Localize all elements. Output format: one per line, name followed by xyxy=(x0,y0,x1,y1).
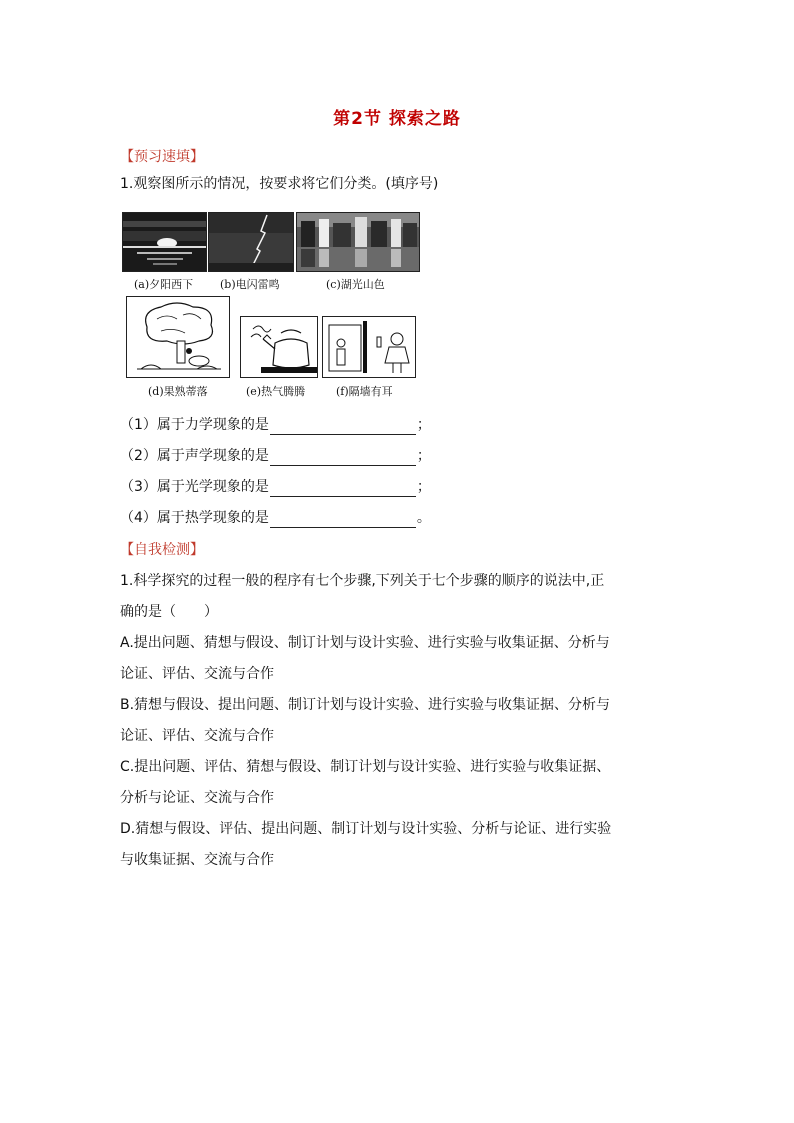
preview-question: 1.观察图所示的情况，按要求将它们分类。(填序号) xyxy=(120,176,439,192)
fill-item-thermal: （4）属于热学现象的是 。 xyxy=(120,510,431,526)
answer-blank[interactable] xyxy=(270,418,416,435)
sunset-photo xyxy=(122,212,207,272)
answer-blank[interactable] xyxy=(270,449,416,466)
section-header-preview: 【预习速填】 xyxy=(120,149,204,165)
option-a[interactable]: A.提出问题、猜想与假设、制订计划与设计实验、进行实验与收集证据、分析与 论证、评估、交流与合作 xyxy=(120,635,610,682)
lightning-photo xyxy=(208,212,294,272)
caption-d: (d)果熟蒂落 xyxy=(148,385,208,398)
lake-mountain-photo xyxy=(296,212,420,272)
selfcheck-question: 1.科学探究的过程一般的程序有七个步骤,下列关于七个步骤的顺序的说法中,正 确的是（ ） A.提出问题、猜想与假设、制订计划与设计实验、进行实验与收集证据、分析与 论证、评估、交流与合作 B.猜想与假设、提出问题、制订计划与设计实验、进行实验与收集证据、分析与 论证、评估、交流与合作 C.提出问题、评估、猜想与假设、制订计划与设计实验、进行实验与收集证据、 分析与论证、交流与合作 D.猜想与假设、评估、提出问题、制订计划与设计实验、分析与论证、进行实验 与收集证据、交流与合作 xyxy=(120,566,680,876)
caption-f: (f)隔墙有耳 xyxy=(336,385,393,398)
kettle-drawing xyxy=(240,316,318,378)
answer-blank[interactable] xyxy=(270,511,416,528)
section-header-selfcheck: 【自我检测】 xyxy=(120,542,204,558)
fill-item-mechanics: （1）属于力学现象的是 ； xyxy=(120,417,431,433)
fill-item-optics: （3）属于光学现象的是 ； xyxy=(120,479,431,495)
page-title: 第2节 探索之路 xyxy=(333,109,461,129)
fill-item-acoustics: （2）属于声学现象的是 ； xyxy=(120,448,431,464)
caption-a: (a)夕阳西下 xyxy=(134,278,194,291)
caption-e: (e)热气腾腾 xyxy=(246,385,306,398)
wall-ear-drawing xyxy=(322,316,416,378)
option-b[interactable]: B.猜想与假设、提出问题、制订计划与设计实验、进行实验与收集证据、分析与 论证、评估、交流与合作 xyxy=(120,697,611,744)
apple-tree-drawing xyxy=(126,296,230,378)
caption-b: (b)电闪雷鸣 xyxy=(220,278,280,291)
option-c[interactable]: C.提出问题、评估、猜想与假设、制订计划与设计实验、进行实验与收集证据、 分析与论证、交流与合作 xyxy=(120,759,611,806)
answer-blank[interactable] xyxy=(270,480,416,497)
caption-c: (c)湖光山色 xyxy=(326,278,385,291)
option-d[interactable]: D.猜想与假设、评估、提出问题、制订计划与设计实验、分析与论证、进行实验 与收集证据、交流与合作 xyxy=(120,821,612,868)
